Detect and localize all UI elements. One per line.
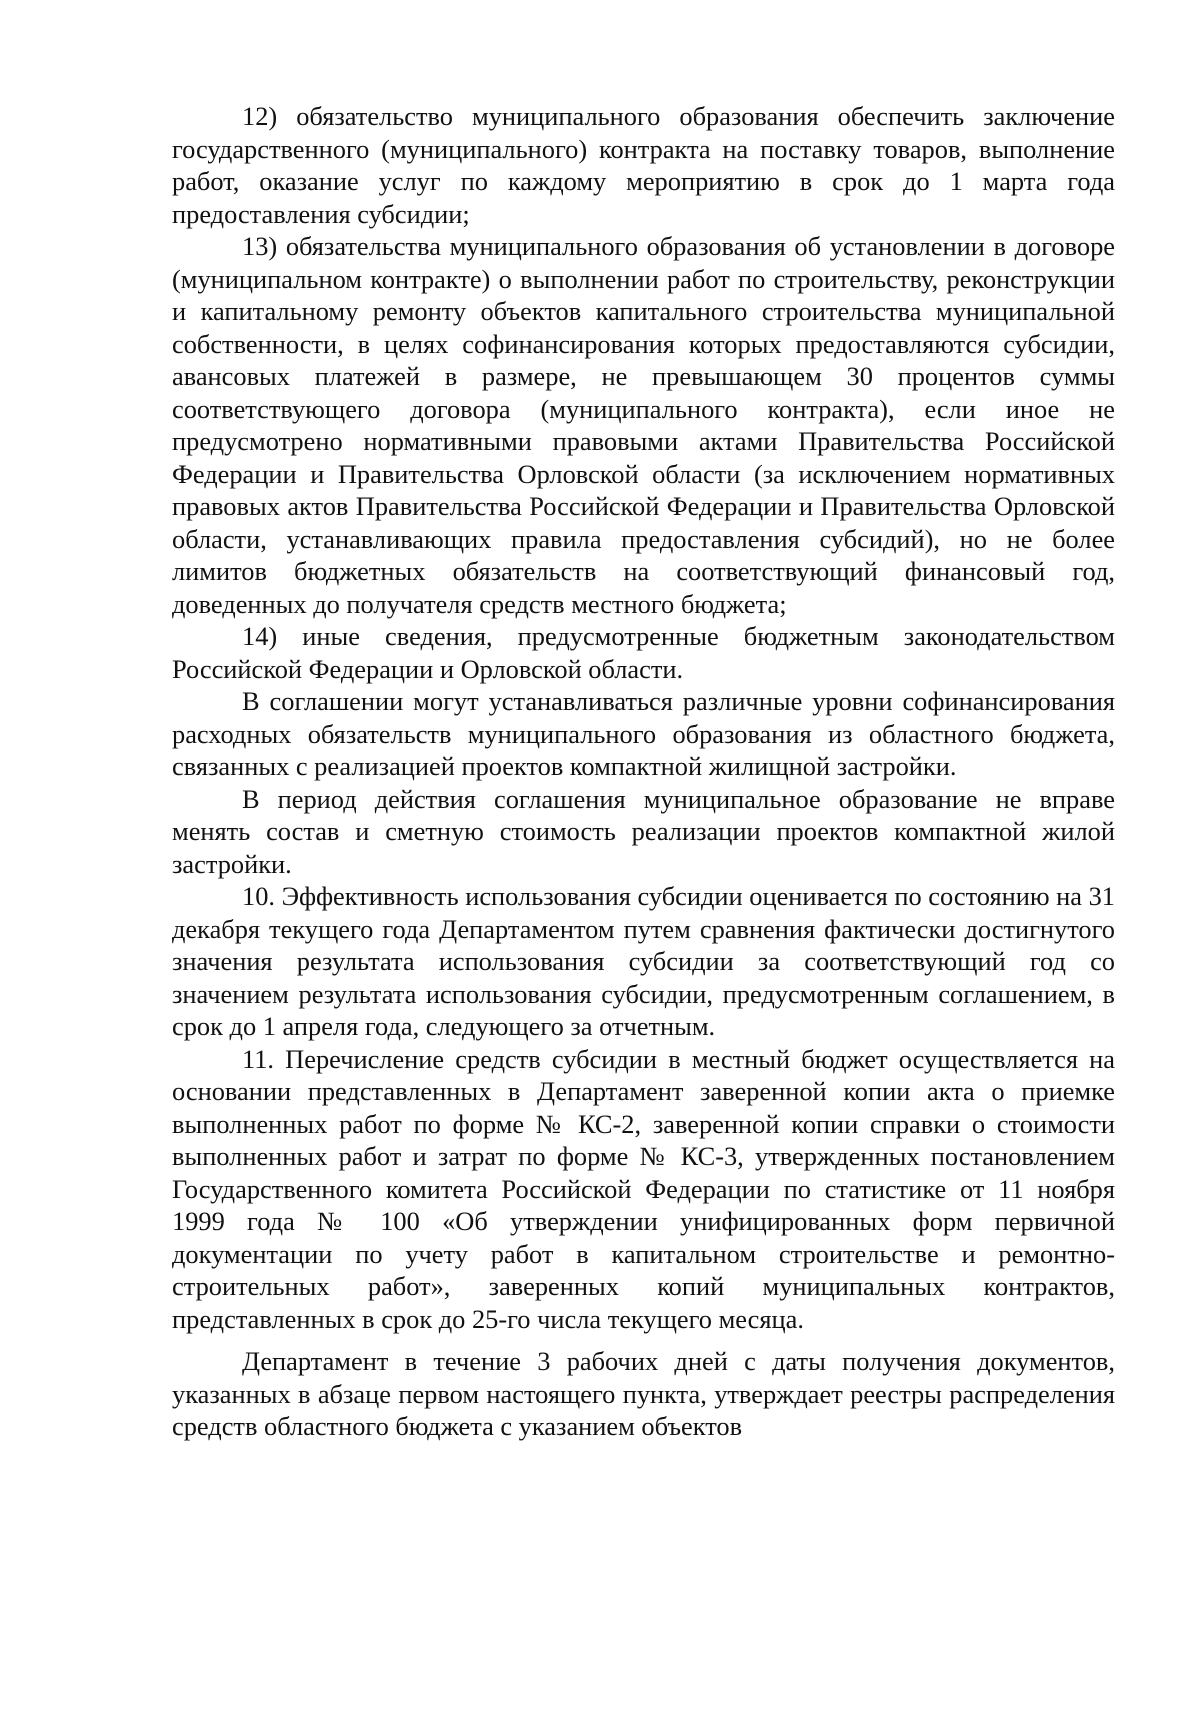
paragraph-item-12: 12) обязательство муниципального образования обеспечить заключение государственного (муниципального) контракта на поставку товаров, выполнение работ, оказание услуг по каждому мероприятию в срок до 1 марта года предоставления субсидии; [172,101,1115,229]
paragraph-agreement-period: В период действия соглашения муниципальное образование не вправе менять состав и сметную стоимость реализации проектов компактной жилой застройки. [172,783,1115,879]
paragraph-section-10: 10. Эффективность использования субсидии оценивается по состоянию на 31 декабря текущего года Департаментом путем сравнения фактически достигнутого значения результата использования субсидии за соответствующий год со значением результата использования субсидии, предусмотренным соглашением, в срок до 1 апреля года, следующего за отчетным. [172,881,1115,1041]
document-body [172,100,1115,1443]
paragraph-item-13: 13) обязательства муниципального образования об установлении в договоре (муниципальном контракте) о выполнении работ по строительству, реконструкции и капитальному ремонту объектов капитального строительства муниципальной собственности, в целях софинансирования которых предоставляются субсидии, авансовых платежей в размере, не превышающем 30 процентов суммы соответствующего договора (муниципального контракта), если иное не предусмотрено нормативными правовыми актами Правительства Российской Федерации и Правительства Орловской области (за исключением нормативных правовых актов Правительства Российской Федерации и Правительства Орловской области, устанавливающих правила предоставления субсидий), но не более лимитов бюджетных обязательств на соответствующий финансовый год, доведенных до получателя средств местного бюджета; [172,231,1115,619]
paragraph-cofinancing-levels: В соглашении могут устанавливаться различные уровни софинансирования расходных обязательств муниципального образования из областного бюджета, связанных с реализацией проектов компактной жилищной застройки. [172,686,1115,781]
paragraph-section-11: 11. Перечисление средств субсидии в местный бюджет осуществляется на основании представленных в Департамент заверенной копии акта о приемке выполненных работ по форме № КС-2, заверенной копии справки о стоимости выполненных работ и затрат по форме № КС-3, утвержденных постановлением Государственного комитета Российской Федерации по статистике от 11 ноября 1999 года № 100 «Об утверждении унифицированных форм первичной документации по учету работ в капитальном строительстве и ремонтно-строительных работ», заверенных копий муниципальных контрактов, представленных в срок до 25-го числа текущего месяца. [172,1043,1115,1334]
paragraph-item-14: 14) иные сведения, предусмотренные бюджетным законодательством Российской Федерации и Орловской области. [172,621,1115,684]
paragraph-department-registers: Департамент в течение 3 рабочих дней с даты получения документов, указанных в абзаце первом настоящего пункта, утверждает реестры распределения средств областного бюджета с указанием объектов [172,1346,1115,1441]
